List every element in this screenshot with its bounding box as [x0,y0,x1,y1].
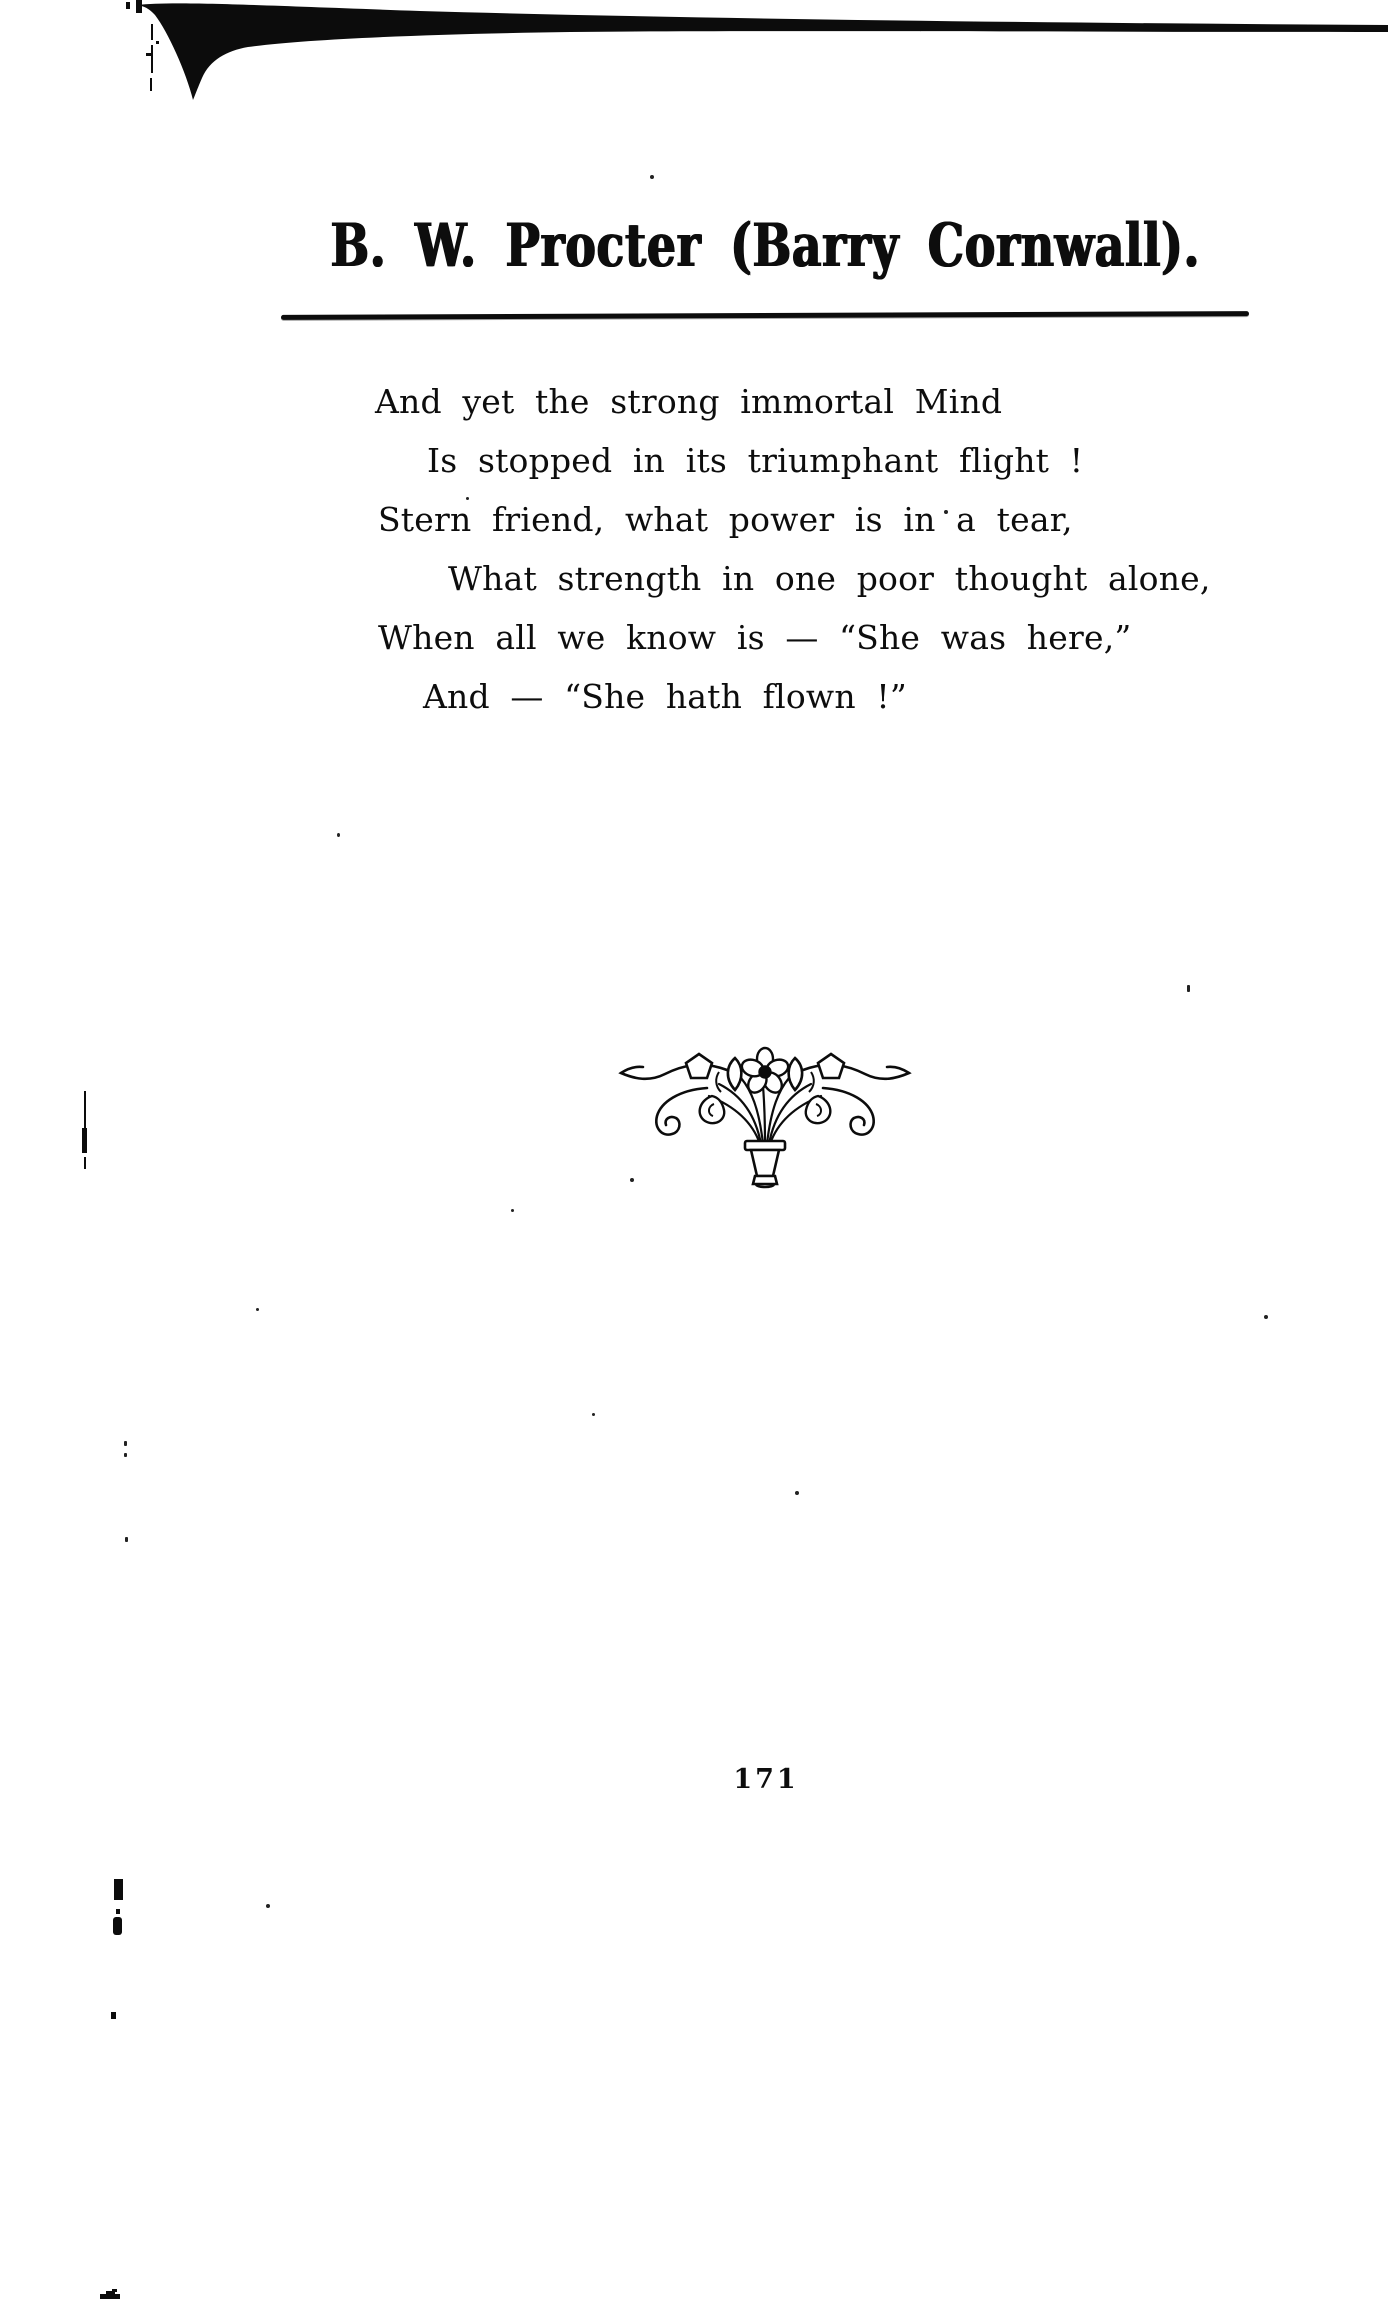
flower-pot-ornament-icon [615,1046,915,1196]
title-rule [281,311,1249,320]
scan-speck [124,1453,127,1457]
scan-artifact-left-line [151,45,153,73]
poem-line: Stern friend, what power is in a tear, [378,500,1073,539]
scan-speck [650,175,654,179]
scan-artifact-margin-line [84,1091,86,1128]
scan-artifact-bottom-left [111,2012,116,2019]
scan-speck [795,1491,799,1495]
scan-speck [125,1537,128,1542]
page-title: B. W. Procter (Barry Cornwall). [330,211,1200,281]
scan-artifact-top-edge [0,0,1388,110]
scan-artifact-margin-line [82,1128,87,1153]
scan-speck [256,1308,259,1311]
scan-speck [592,1413,595,1416]
scan-artifact-left-line [150,78,152,91]
scan-speck [337,833,340,837]
scan-artifact-left-line [156,41,159,44]
scan-speck [511,1209,514,1212]
scan-artifact-bottom-left [116,1909,120,1914]
scan-artifact-left-line [146,53,151,56]
scan-artifact-bottom-left [113,1917,122,1935]
poem-line: When all we know is — “She was here,” [378,618,1132,657]
scan-speck [1187,985,1190,992]
page-number: 171 [733,1764,799,1795]
poem-line: And yet the strong immortal Mind [375,382,1003,421]
scan-artifact-left-line [151,24,153,40]
scan-artifact-bottom-left [114,1879,123,1900]
scan-speck [266,1904,270,1908]
scan-artifact-bottom-blob [112,2289,117,2292]
scan-artifact-margin-line [84,1157,86,1169]
scan-speck [1264,1315,1268,1319]
scan-speck [124,1441,127,1446]
poem-line: And — “She hath flown !” [423,677,907,716]
poem-line: Is stopped in its triumphant flight ! [427,441,1084,480]
poem-line: What strength in one poor thought alone, [448,559,1211,598]
